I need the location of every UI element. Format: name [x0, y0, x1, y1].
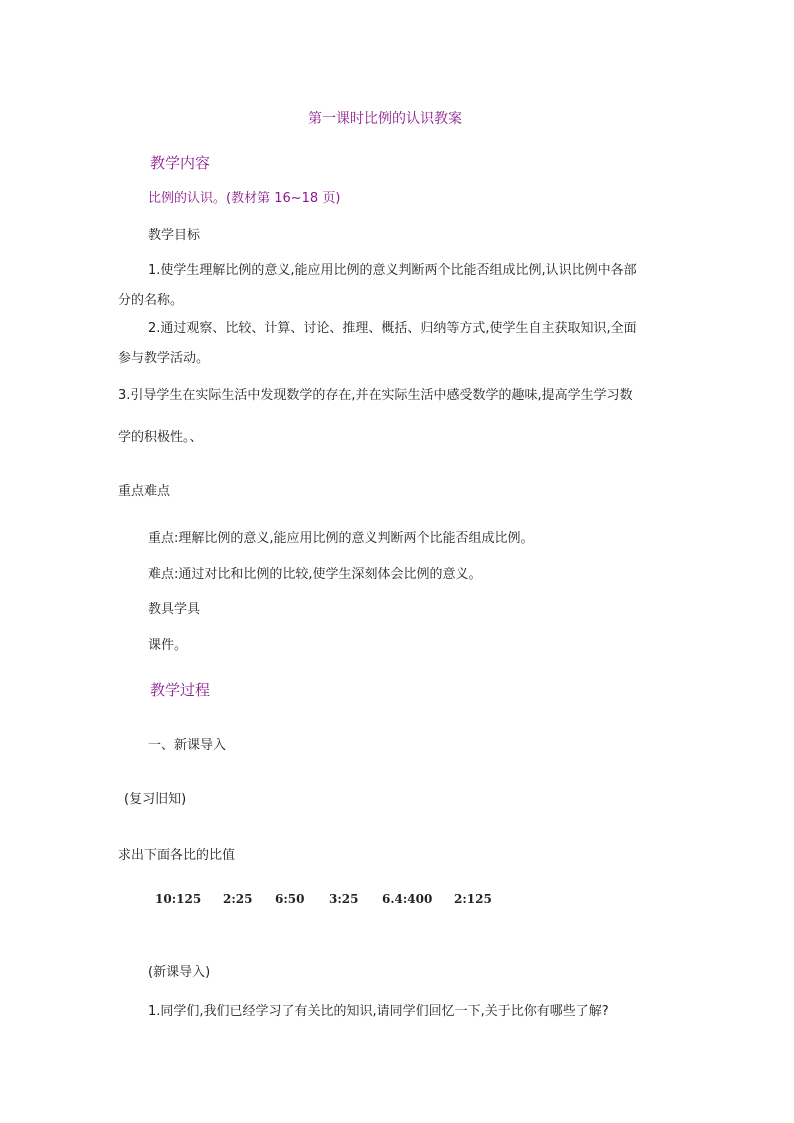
- ratio-item: 2:25: [223, 892, 253, 906]
- goal-item-3: 3.引导学生在实际生活中发现数学的存在,并在实际生活中感受数学的趣味,提高学生学习数: [118, 388, 633, 403]
- content-text: 比例的认识。(教材第 16~18 页): [148, 191, 341, 206]
- question-1: 1.同学们,我们已经学习了有关比的知识,请同学们回忆一下,关于比你有哪些了解?: [148, 1004, 609, 1019]
- process-heading: 教学过程: [150, 681, 211, 699]
- goal-item-3-cont: 学的积极性。、: [118, 430, 203, 445]
- goal-item-1: 1.使学生理解比例的意义,能应用比例的意义判断两个比能否组成比例,认识比例中各部分的名称。: [118, 263, 637, 308]
- content-heading: 教学内容: [150, 154, 211, 172]
- tools-text: 课件。: [148, 638, 188, 653]
- ratio-item: 2:125: [454, 892, 492, 906]
- key-points-heading: 重点难点: [118, 484, 171, 499]
- goal-item-2: 2.通过观察、比较、计算、讨论、推理、概括、归纳等方式,使学生自主获取知识,全面参与教学活动。: [118, 321, 637, 366]
- page-title: 第一课时比例的认识教案: [308, 111, 462, 127]
- ratio-item: 6:50: [275, 892, 305, 906]
- tools-heading: 教具学具: [148, 602, 201, 617]
- key-point: 重点:理解比例的意义,能应用比例的意义判断两个比能否组成比例。: [148, 531, 534, 546]
- difficulty-point: 难点:通过对比和比例的比较,使学生深刻体会比例的意义。: [148, 567, 482, 582]
- ratio-list: [155, 892, 504, 906]
- ratio-item: 3:25: [329, 892, 359, 906]
- ratio-item: 6.4:400: [382, 892, 433, 906]
- review-label: (复习旧知): [124, 792, 187, 807]
- step-new-lesson: 一、新课导入: [148, 738, 227, 753]
- task-text: 求出下面各比的比值: [118, 848, 236, 863]
- new-intro-label: (新课导入): [148, 965, 211, 980]
- ratio-item: 10:125: [155, 892, 202, 906]
- goals-heading: 教学目标: [148, 228, 201, 243]
